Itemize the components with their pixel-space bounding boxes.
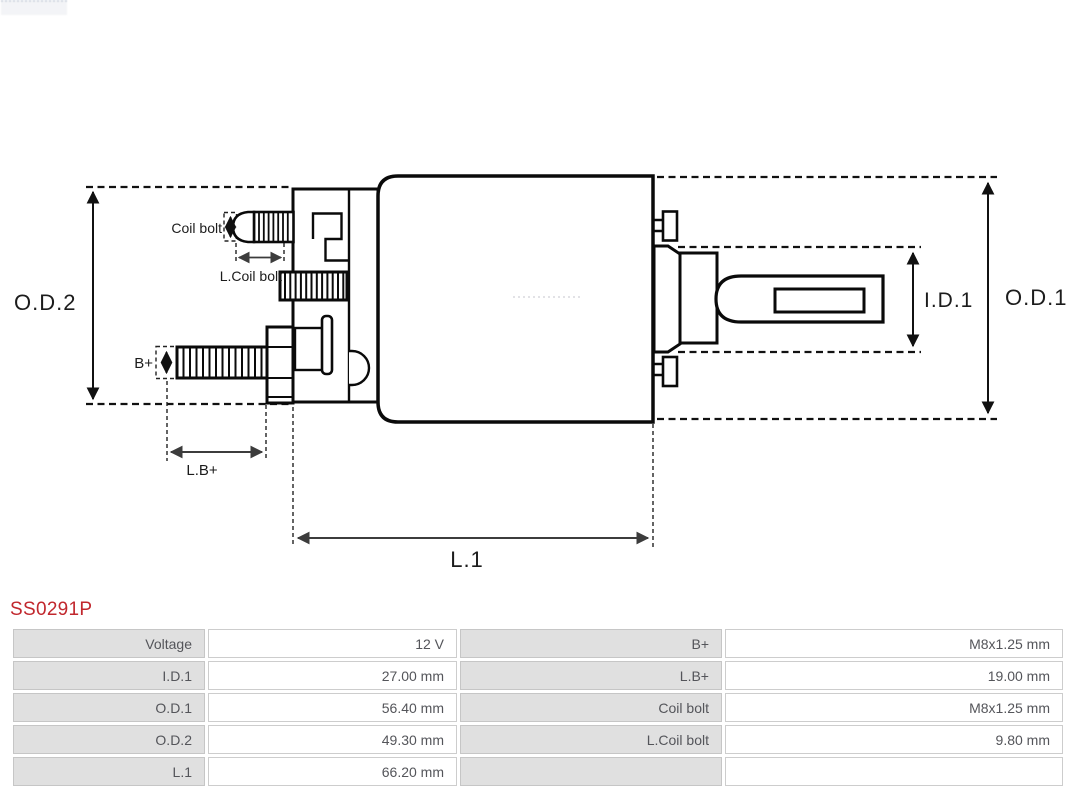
- table-row: [13, 757, 1063, 786]
- plunger: [654, 246, 883, 352]
- coil-bolt: [233, 212, 294, 242]
- spec-value: M8x1.25 mm: [725, 629, 1063, 658]
- spec-label: Voltage: [13, 629, 205, 658]
- spec-table: [10, 626, 1066, 789]
- table-row: [13, 661, 1063, 690]
- spec-value: 9.80 mm: [725, 725, 1063, 754]
- spec-value: 66.20 mm: [208, 757, 457, 786]
- spec-label: Coil bolt: [460, 693, 722, 722]
- spec-value: 27.00 mm: [208, 661, 457, 690]
- spec-label: O.D.2: [13, 725, 205, 754]
- spec-value: 19.00 mm: [725, 661, 1063, 690]
- spec-label: I.D.1: [13, 661, 205, 690]
- spec-value: M8x1.25 mm: [725, 693, 1063, 722]
- spec-value: [725, 757, 1063, 786]
- od1-label: O.D.1: [1005, 285, 1068, 310]
- spec-label: L.Coil bolt: [460, 725, 722, 754]
- spec-value: 12 V: [208, 629, 457, 658]
- spec-label: L.B+: [460, 661, 722, 690]
- spec-label: B+: [460, 629, 722, 658]
- coil-bolt-label: Coil bolt: [171, 220, 222, 236]
- l-coil-bolt-label: L.Coil bolt: [219, 268, 282, 284]
- spec-label: O.D.1: [13, 693, 205, 722]
- lb-plus-label: L.B+: [186, 462, 218, 479]
- spec-value: 56.40 mm: [208, 693, 457, 722]
- coil-terminal-thread: [280, 272, 347, 300]
- id1-label: I.D.1: [924, 289, 974, 312]
- spec-value: 49.30 mm: [208, 725, 457, 754]
- spec-label: L.1: [13, 757, 205, 786]
- table-row: [13, 629, 1063, 658]
- l1-label: L.1: [450, 547, 484, 572]
- od2-label: O.D.2: [14, 290, 77, 315]
- table-row: [13, 725, 1063, 754]
- table-row: [13, 693, 1063, 722]
- solenoid-body: [378, 176, 653, 422]
- spec-label: [460, 757, 722, 786]
- part-number: SS0291P: [10, 599, 93, 620]
- b-plus-label: B+: [134, 355, 153, 372]
